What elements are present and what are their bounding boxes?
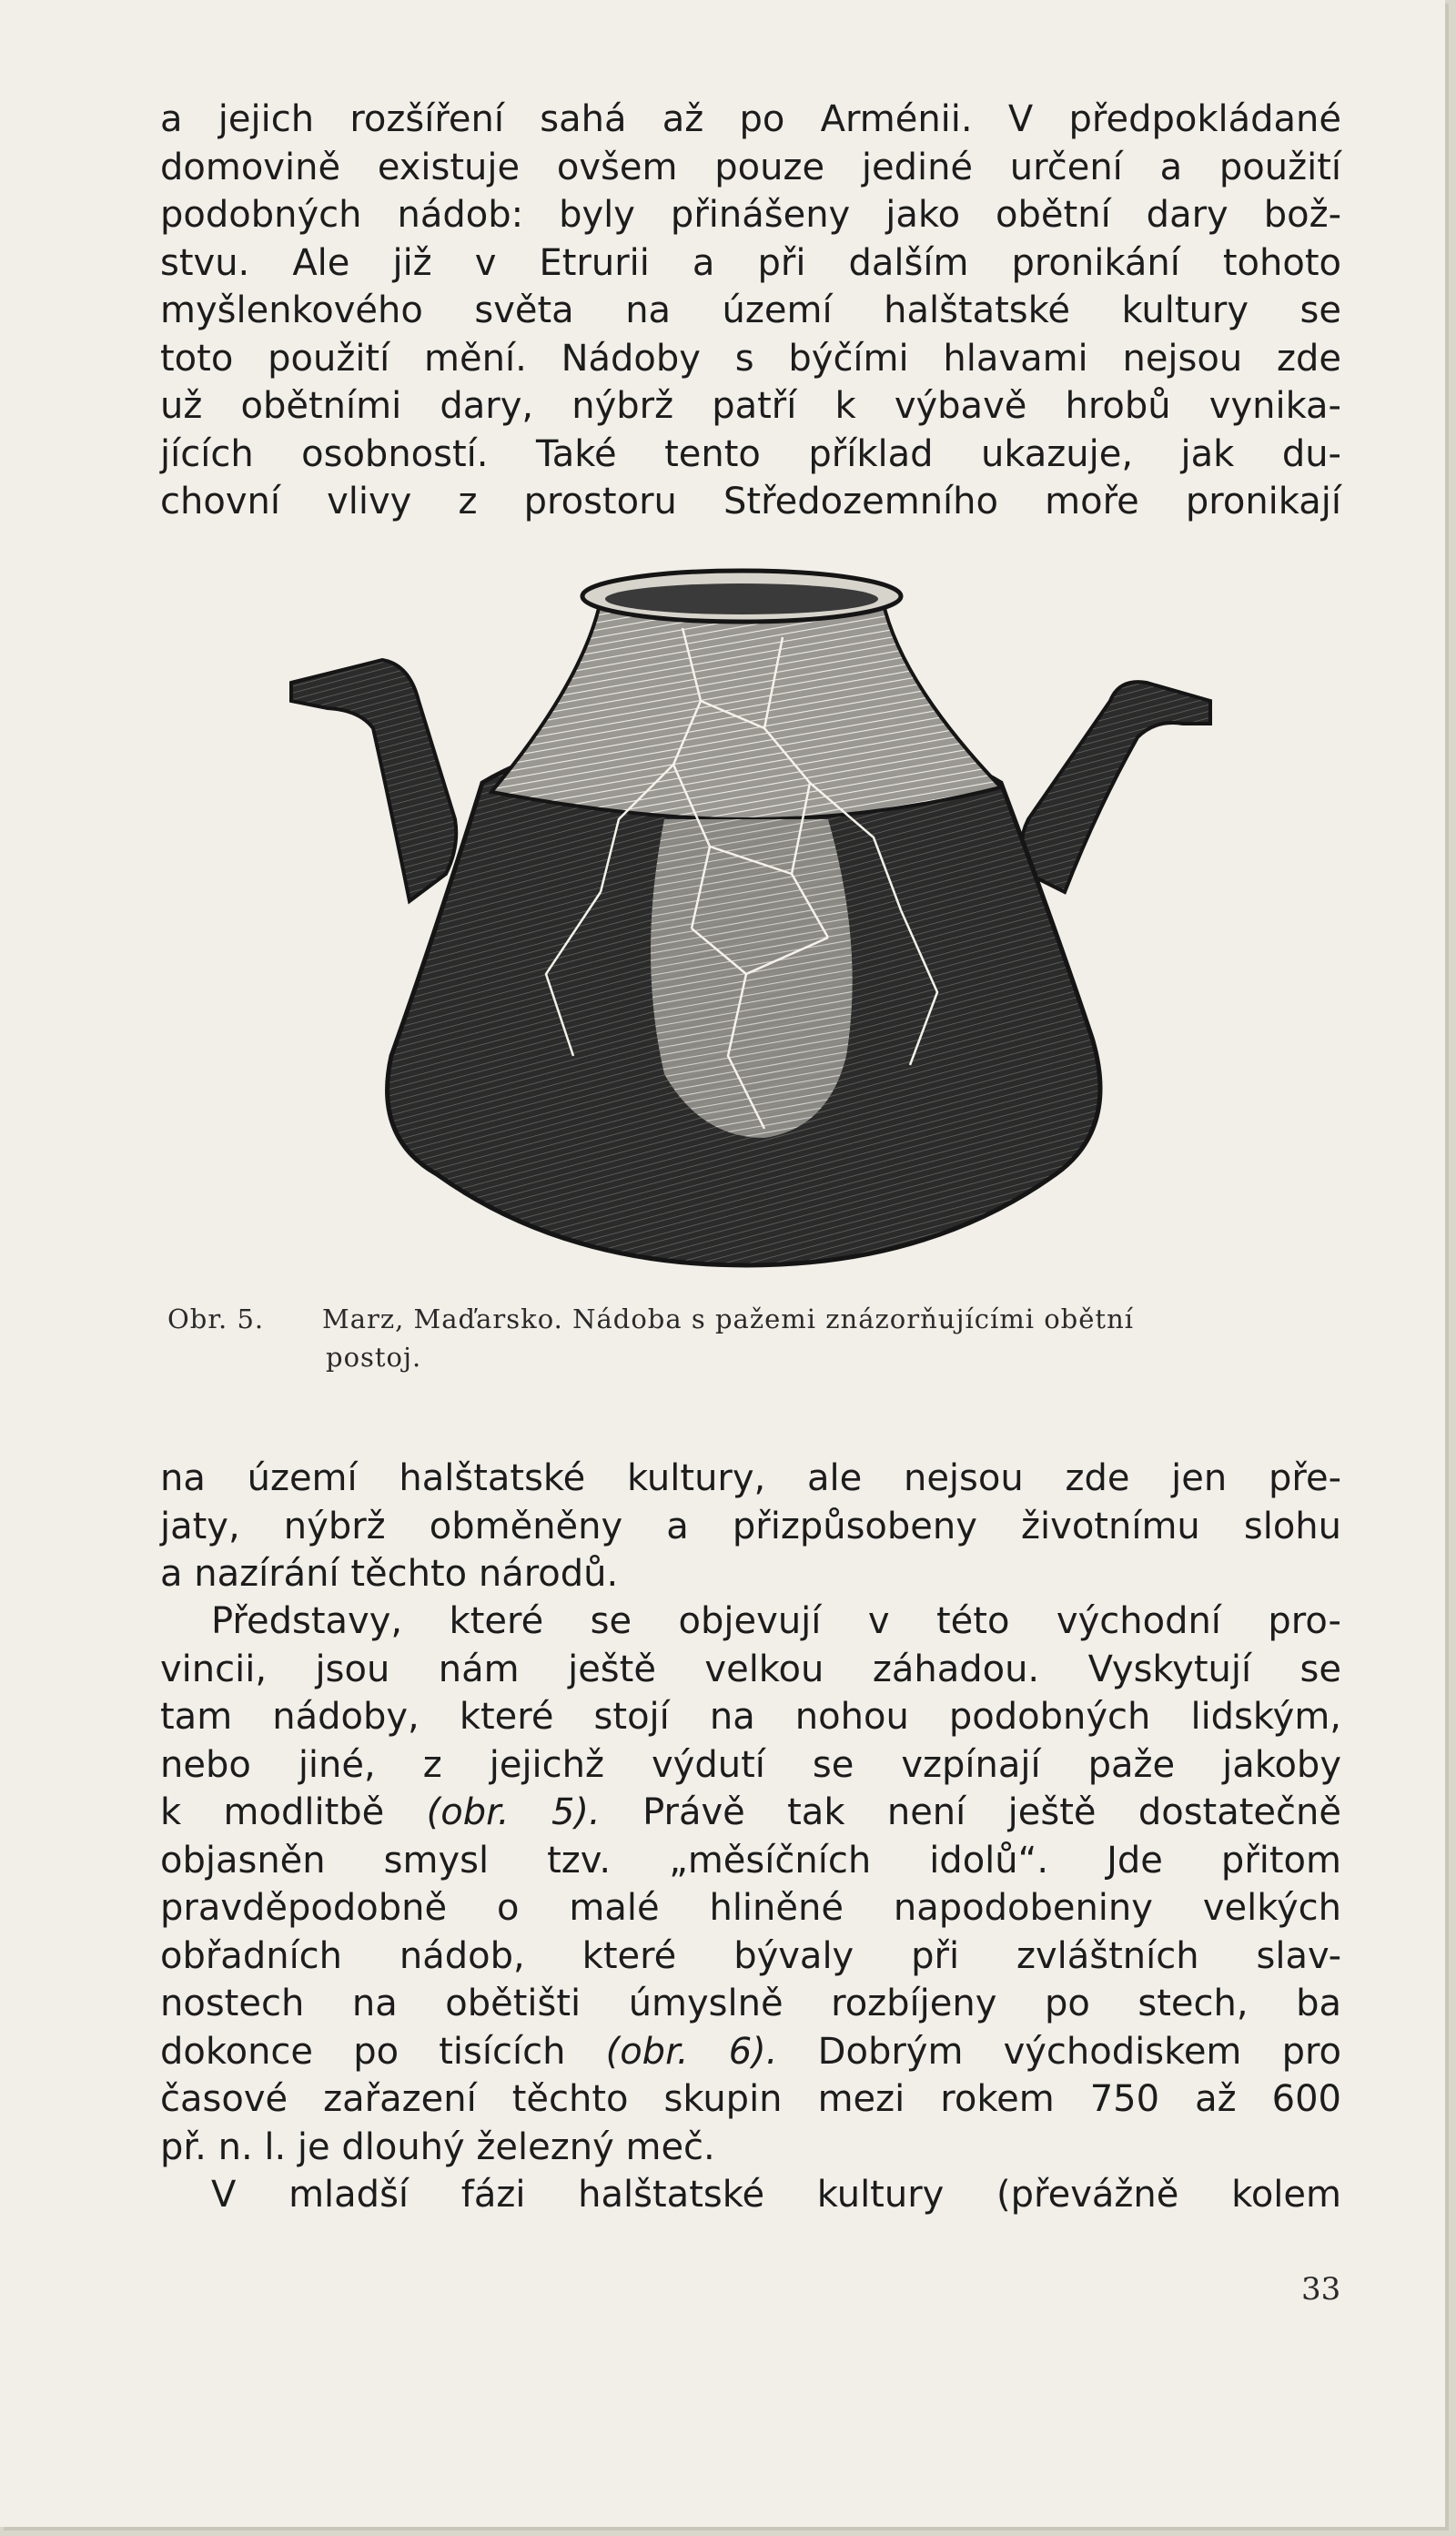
text-segment: dokonce po tisících — [160, 2030, 606, 2073]
text-line: podobných nádob: byly přinášeny jako obětní dary bož- — [160, 194, 1341, 236]
caption-text-continued: postoj. — [326, 1342, 422, 1373]
figure-caption — [167, 1300, 1341, 1376]
text-line: jaty, nýbrž obměněny a přizpůsobeny životnímu slohu — [160, 1505, 1341, 1547]
text-line: na území halštatské kultury, ale nejsou zde jen pře- — [160, 1457, 1341, 1499]
paragraph-2 — [160, 1598, 1341, 2171]
text-line: objasněn smysl tzv. „měsíčních idolů“. Jde přitom — [160, 1839, 1341, 1882]
text-line: vincii, jsou nám ještě velkou záhadou. Vyskytují se — [160, 1648, 1341, 1690]
text-segment: Právě tak není ještě dostatečně — [600, 1791, 1341, 1833]
vessel-with-arms-illustration — [273, 546, 1228, 1274]
text-line: a nazírání těchto národů. — [160, 1553, 619, 1595]
text-line — [160, 2028, 1341, 2076]
text-segment: k modlitbě — [160, 1791, 427, 1833]
caption-text: Marz, Maďarsko. Nádoba s pažemi znázorňujícími obětní — [322, 1304, 1135, 1334]
text-line: myšlenkového světa na území halštatské kultury se — [160, 289, 1341, 331]
text-line: a jejich rozšíření sahá až po Arménii. V předpokládané — [160, 98, 1341, 140]
text-line: stvu. Ale již v Etrurii a při dalším pronikání tohoto — [160, 241, 1341, 284]
text-line: chovní vlivy z prostoru Středozemního moře pronikají — [160, 481, 1341, 522]
text-line: nebo jiné, z jejichž výdutí se vzpínají paže jakoby — [160, 1743, 1341, 1786]
text-segment: Dobrým východiskem pro — [777, 2030, 1341, 2073]
text-line: nostech na obětišti úmyslně rozbíjeny po stech, ba — [160, 1983, 1341, 2024]
text-line: pravděpodobně o malé hliněné napodobeniny velkých — [160, 1887, 1341, 1929]
text-line: už obětními dary, nýbrž patří k výbavě hrobů vynika- — [160, 385, 1341, 427]
text-line: př. n. l. je dlouhý železný meč. — [160, 2125, 715, 2168]
text-line: tam nádoby, které stojí na nohou podobných lidským, — [160, 1696, 1341, 1738]
text-line: toto použití mění. Nádoby s býčími hlavami nejsou zde — [160, 337, 1341, 380]
paragraph-3 — [160, 2171, 1341, 2219]
text-line: V mladší fázi halštatské kultury (převážně kolem — [211, 2174, 1341, 2216]
figure-number: Obr. 5. — [167, 1304, 265, 1334]
page-number: 33 — [1301, 2271, 1341, 2308]
text-line: Představy, které se objevují v této východní pro- — [211, 1600, 1341, 1642]
text-line: obřadních nádob, které bývaly při zvláštních slav- — [160, 1934, 1341, 1977]
figure-reference: (obr. 5). — [426, 1791, 601, 1833]
text-line: časové zařazení těchto skupin mezi rokem 750 až 600 — [160, 2078, 1341, 2120]
text-block-top — [160, 96, 1341, 526]
text-line: domovině existuje ovšem pouze jediné určení a použití — [160, 146, 1341, 188]
paragraph-1 — [160, 1455, 1341, 1598]
text-line: jících osobností. Také tento příklad ukazuje, jak du- — [160, 432, 1341, 475]
figure-reference: (obr. 6). — [605, 2030, 778, 2073]
text-line — [160, 1789, 1341, 1837]
